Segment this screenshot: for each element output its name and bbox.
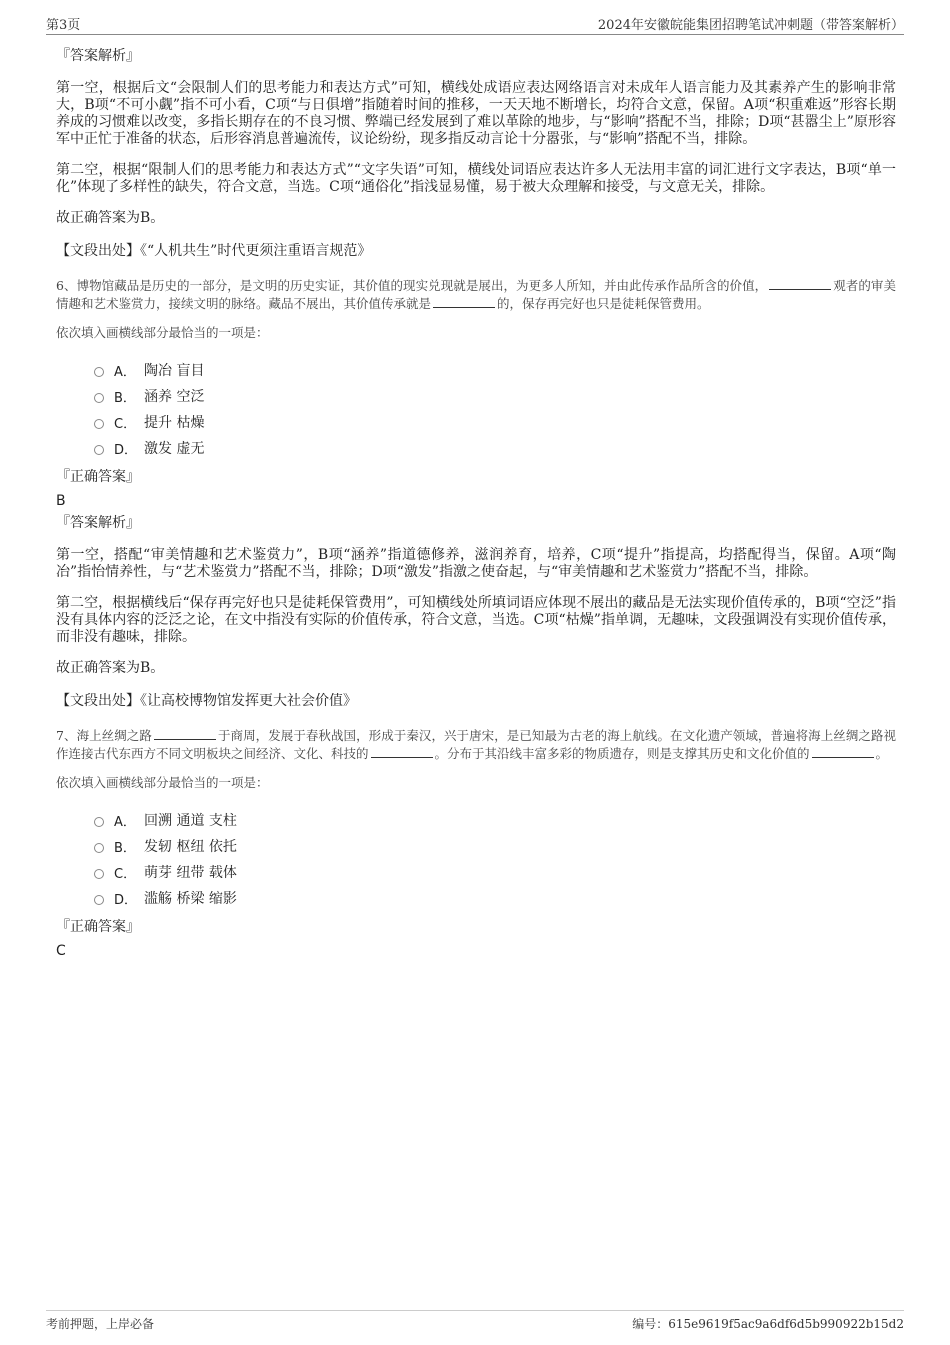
correct-answer: B [56,493,66,509]
page-content [56,46,896,963]
option-c[interactable] [94,859,896,885]
option-a[interactable] [94,807,896,833]
document-code [632,1315,904,1332]
option-letter: D． [114,892,138,908]
fill-blank [433,295,495,308]
question-7 [56,727,896,959]
analysis-label: 『答案解析』 [56,515,140,531]
question-text-part: 7、海上丝绸之路 [56,728,152,743]
answer-conclusion: 故正确答案为B。 [56,660,165,676]
analysis-paragraph: 第一空，搭配“审美情趣和艺术鉴赏力”，B项“涵养”指道德修养，滋润养育，培养，C项“提升”指提高，均搭配得当，保留。A项“陶冶”指怡情养性，与“艺术鉴赏力”搭配不当，排除；D项“激发”指激之使奋起，与“审美情趣和艺术鉴赏力”搭配不当，排除。 [56,547,896,580]
option-text: 滥觞 桥梁 缩影 [144,891,237,907]
radio-icon[interactable] [94,843,104,853]
question-6 [56,277,896,711]
option-b[interactable] [94,833,896,859]
fill-blank [371,745,433,758]
page-footer [46,1310,904,1335]
page-header [46,14,904,35]
option-list [94,807,896,911]
fill-blank [154,727,216,740]
option-b[interactable] [94,383,896,409]
answer-conclusion: 故正确答案为B。 [56,210,165,226]
question-text [56,277,896,313]
option-letter: B． [114,840,136,856]
correct-answer: C [56,943,66,959]
source-citation: 【文段出处】《“人机共生”时代更须注重语言规范》 [56,243,372,259]
option-letter: C． [114,416,137,432]
option-a[interactable] [94,357,896,383]
code-label: 编号： [632,1317,669,1331]
radio-icon[interactable] [94,869,104,879]
question-text [56,727,896,763]
source-citation: 【文段出处】《让高校博物馆发挥更大社会价值》 [56,693,357,709]
fill-blank [769,277,831,290]
option-text: 激发 虚无 [144,441,205,457]
question-text-part: 6、博物馆藏品是历史的一部分，是文明的历史实证，其价值的现实兑现就是展出，为更多人所知，并由此传承作品所含的价值， [56,278,768,293]
radio-icon[interactable] [94,419,104,429]
option-d[interactable] [94,885,896,911]
analysis-paragraph: 第一空，根据后文“会限制人们的思考能力和表达方式”可知，横线处成语应表达网络语言对未成年人语言能力及其素养产生的影响非常大，B项“不可小觑”指不可小看，C项“与日俱增”指随着时间的推移，一天天地不断增长，均符合文意，保留。A项“积重难返”形容长期养成的习惯难以改变，多指长期存在的不良习惯、弊端已经发展到了难以革除的地步，与“影响”搭配不当，排除；D项“甚嚣尘上”原形容军中正忙于准备的状态，后形容消息普遍流传，议论纷纷，现多指反动言论十分嚣张，与“影响”搭配不当，排除。 [56,80,896,147]
analysis-paragraph: 第二空，根据“限制人们的思考能力和表达方式”“文字失语”可知，横线处词语应表达许多人无法用丰富的词汇进行文字表达，B项“单一化”体现了多样性的缺失，符合文意，当选。C项“通俗化”指浅显易懂，易于被大众理解和接受，与文意无关，排除。 [56,162,896,195]
option-letter: A． [114,814,136,830]
question-text-part: 的，保存再完好也只是徒耗保管费用。 [497,296,710,311]
radio-icon[interactable] [94,895,104,905]
analysis-label: 『答案解析』 [56,48,140,64]
option-text: 涵养 空泛 [144,389,205,405]
option-text: 回溯 通道 支柱 [144,813,237,829]
option-letter: C． [114,866,137,882]
fill-blank [812,745,874,758]
question-text-part: 观者的审美情趣和艺术鉴赏力，接续文明的脉络。藏品不展出，其价值传承就是 [56,278,896,311]
question-instruction: 依次填入画横线部分最恰当的一项是： [56,325,269,340]
radio-icon[interactable] [94,393,104,403]
option-list [94,357,896,461]
code-value: 615e9619f5ac9a6df6d5b990922b15d2 [668,1317,904,1331]
option-letter: D． [114,442,138,458]
radio-icon[interactable] [94,817,104,827]
option-text: 陶冶 盲目 [144,363,205,379]
page-number: 第3页 [46,18,81,33]
correct-answer-label: 『正确答案』 [56,469,140,485]
footer-slogan: 考前押题，上岸必备 [46,1317,155,1331]
option-letter: A． [114,364,136,380]
option-text: 发轫 枢纽 依托 [144,839,237,855]
question-text-part: 于商周，发展于春秋战国，形成于秦汉，兴于唐宋，是已知最为古老的海上航线。在文化遗产领域，普遍将海上丝绸之路视作连接古代东西方不同文明板块之间经济、文化、科技的 [56,728,896,761]
radio-icon[interactable] [94,445,104,455]
document-title: 2024年安徽皖能集团招聘笔试冲刺题（带答案解析） [597,18,904,33]
option-d[interactable] [94,435,896,461]
question-text-part: 。 [875,746,889,761]
question-instruction: 依次填入画横线部分最恰当的一项是： [56,775,269,790]
radio-icon[interactable] [94,367,104,377]
option-letter: B． [114,390,136,406]
option-text: 萌芽 纽带 载体 [144,865,237,881]
option-text: 提升 枯燥 [144,415,205,431]
analysis-paragraph: 第二空，根据横线后“保存再完好也只是徒耗保管费用”，可知横线处所填词语应体现不展出的藏品是无法实现价值传承的，B项“空泛”指没有具体内容的泛泛之论，在文中指没有实际的价值传承，符合文意，当选。C项“枯燥”指单调，无趣味，文段强调没有实现价值传承，而非没有趣味，排除。 [56,595,896,645]
correct-answer-label: 『正确答案』 [56,919,140,935]
question-text-part: 。分布于其沿线丰富多彩的物质遗存，则是支撑其历史和文化价值的 [434,746,810,761]
option-c[interactable] [94,409,896,435]
